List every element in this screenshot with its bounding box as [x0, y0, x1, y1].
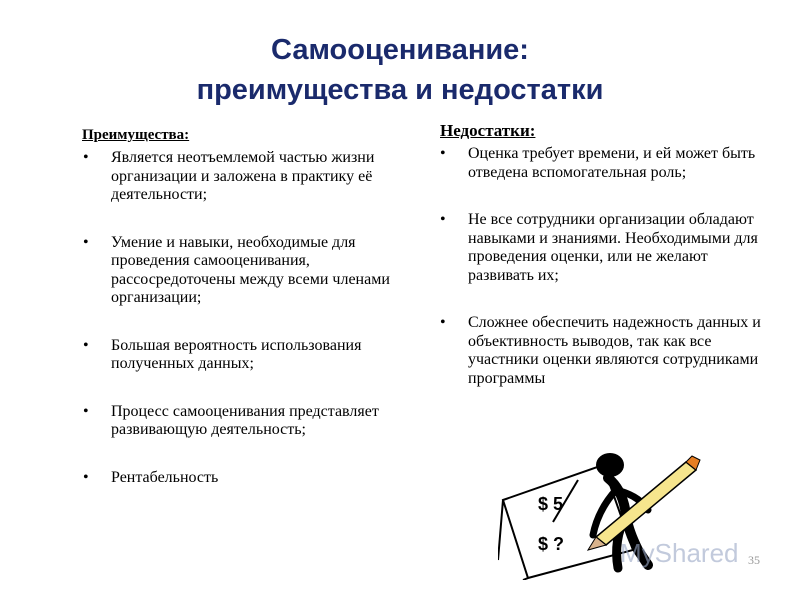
cons-item: • Не все сотрудники организации обладают навыками и знаниями. Необходимыми для проведения оценки, или не желают развивать их; — [468, 211, 768, 285]
pros-list — [111, 149, 411, 516]
pros-item: • Является неотъемлемой частью жизни организации и заложена в практику её деятельности; — [111, 149, 411, 205]
cons-item: • Оценка требует времени, и ей может быть отведена вспомогательная роль; — [468, 145, 768, 182]
board-text-bottom: $ ? — [538, 534, 565, 554]
board-text-top: $ 5 — [538, 494, 564, 514]
cons-item: • Сложнее обеспечить надежность данных и объективность выводов, так как все участники оценки являются сотрудниками программы — [468, 314, 768, 388]
pros-item: • Умение и навыки, необходимые для проведения самооценивания, рассосредоточены между всеми членами организации; — [111, 234, 411, 308]
cons-heading: Недостатки: — [440, 121, 536, 140]
watermark: MyShared — [620, 538, 739, 568]
pros-item: • Процесс самооценивания представляет развивающую деятельность; — [111, 403, 411, 440]
cons-list — [468, 145, 768, 417]
page-number: 35 — [748, 553, 760, 567]
slide-title — [0, 30, 800, 110]
pros-item: • Рентабельность — [111, 469, 411, 488]
title-line-2: преимущества и недостатки — [196, 74, 604, 106]
person-head — [596, 453, 624, 477]
title-line-1: Самооценивание: — [271, 34, 529, 66]
pros-heading: Преимущества: — [82, 127, 190, 143]
pros-item: • Большая вероятность использования полученных данных; — [111, 337, 411, 374]
